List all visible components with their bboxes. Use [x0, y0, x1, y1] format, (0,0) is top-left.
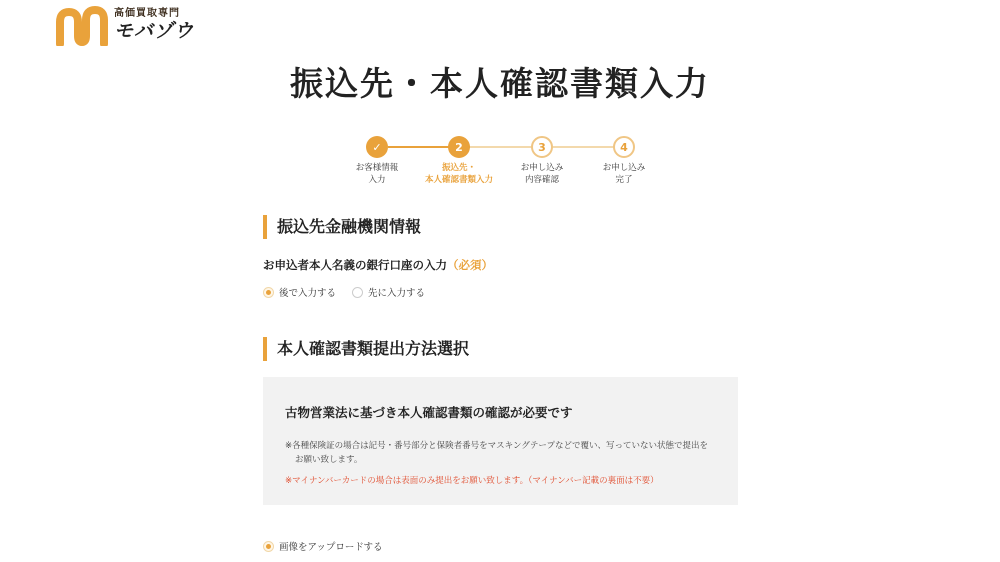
check-icon: ✓ [366, 136, 388, 158]
step-2-label: 振込先・ 本人確認書類入力 [424, 163, 493, 185]
step-4-number: 4 [613, 136, 635, 158]
radio-input-later[interactable] [263, 285, 336, 299]
bank-account-label-text: お申込者本人名義の銀行口座の入力 [263, 258, 447, 272]
radio-upload-image[interactable] [263, 539, 383, 553]
id-section-heading: 本人確認書類提出方法選択 [263, 337, 469, 361]
radio-checked-icon[interactable] [263, 541, 274, 552]
radio-input-now[interactable] [352, 285, 425, 299]
notice-mynumber-alert: ※マイナンバーカードの場合は表面のみ提出をお願い致します。（マイナンバー記載の裏面は不要） [285, 476, 659, 486]
radio-unchecked-icon[interactable] [352, 287, 363, 298]
id-requirement-notice [263, 377, 738, 505]
id-submission-radio-group [263, 539, 399, 553]
brand-tagline: 高価買取専門 [114, 8, 180, 19]
radio-upload-image-label: 画像をアップロードする [279, 542, 383, 553]
bank-account-field-label [263, 257, 493, 273]
bank-section-heading: 振込先金融機関情報 [263, 215, 421, 239]
radio-input-now-label: 先に入力する [368, 288, 426, 299]
notice-title: 古物営業法に基づき本人確認書類の確認が必要です [285, 405, 573, 420]
radio-checked-icon[interactable] [263, 287, 274, 298]
brand-logo[interactable] [54, 6, 194, 46]
step-2-number: 2 [448, 136, 470, 158]
step-4-label: お申し込み 完了 [602, 163, 646, 185]
radio-input-later-label: 後で入力する [279, 288, 337, 299]
step-1-label: お客様情報 入力 [355, 163, 399, 185]
brand-name: モバゾウ [114, 20, 195, 42]
bank-input-timing-radio-group [263, 285, 441, 299]
progress-stepper [330, 136, 670, 196]
step-4 [574, 136, 674, 186]
notice-insurance-note: ※各種保険証の場合は記号・番号部分と保険者番号をマスキングテープなどで覆い、写っていない状態で提出をお願い致します。 [285, 441, 708, 465]
step-3-number: 3 [531, 136, 553, 158]
mobazou-logo-icon [54, 6, 110, 46]
step-3-label: お申し込み 内容確認 [520, 163, 564, 185]
page-title: 振込先・本人確認書類入力 [290, 64, 710, 103]
required-badge: （必須） [447, 258, 493, 272]
